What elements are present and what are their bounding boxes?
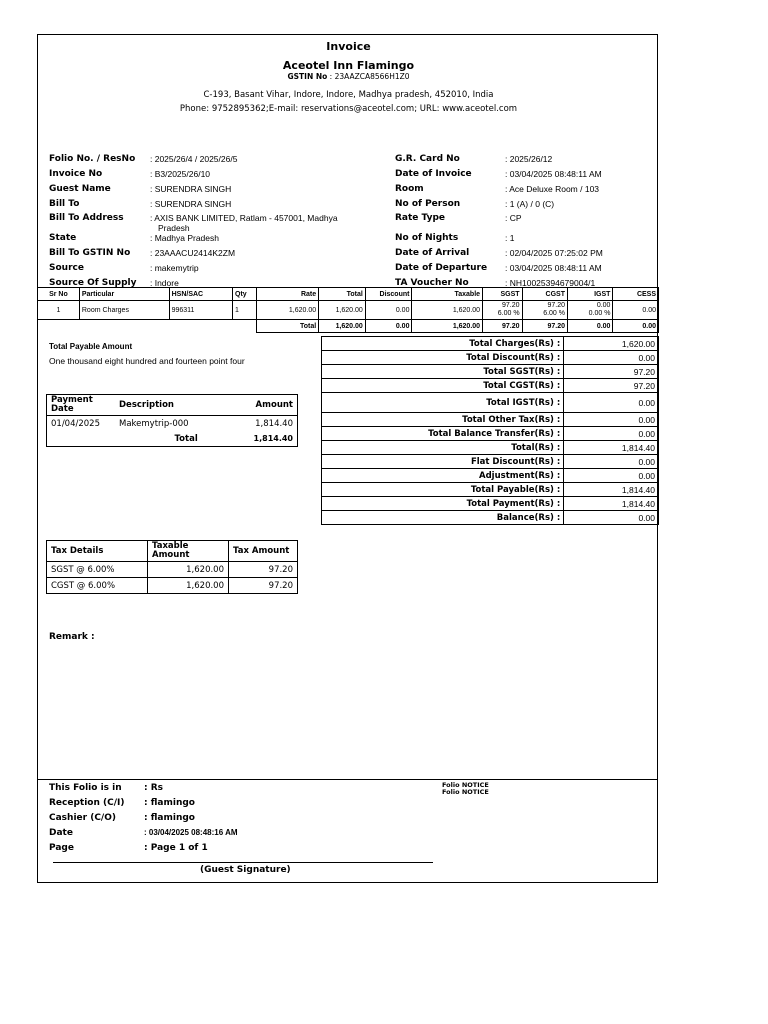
detail-value: : B3/2025/26/10: [150, 169, 211, 179]
col-header: Tax Amount: [229, 541, 298, 562]
summary-value: 1,814.40: [564, 483, 659, 497]
remark-label: Remark :: [49, 632, 95, 642]
cell-total: 1,620.00: [319, 301, 366, 320]
payments-table: [46, 394, 298, 447]
cell-cgst: [522, 301, 567, 320]
tax-name: CGST @ 6.00%: [47, 578, 148, 594]
footer-value: : flamingo: [144, 813, 195, 823]
items-table: [37, 287, 659, 333]
summary-label: Total Other Tax(Rs) :: [322, 413, 564, 427]
total-amount: 1,620.00: [319, 320, 366, 333]
footer-label: Date: [49, 828, 73, 838]
detail-label: Bill To GSTIN No: [49, 248, 131, 258]
invoice-title: Invoice: [326, 40, 371, 53]
payments-total-value: 1,814.40: [253, 434, 293, 443]
summary-label: Total(Rs) :: [322, 441, 564, 455]
total-igst: 0.00: [568, 320, 613, 333]
payable-label: Total Payable Amount: [49, 342, 133, 351]
detail-label: Bill To Address: [49, 213, 124, 223]
sgst-rate: 6.00 %: [497, 310, 520, 317]
footer-divider: [38, 779, 658, 780]
footer-label: This Folio is in: [49, 783, 122, 793]
summary-label: Total SGST(Rs) :: [322, 365, 564, 379]
detail-value: : 1 (A) / 0 (C): [505, 199, 555, 209]
detail-value: : NH10025394679004/1: [505, 278, 596, 288]
igst-amount: 0.00: [596, 302, 611, 309]
summary-value: 0.00: [564, 351, 659, 365]
detail-label: G.R. Card No: [395, 154, 460, 164]
summary-row: [322, 379, 659, 393]
summary-label: Total Payable(Rs) :: [322, 483, 564, 497]
cell-rate: 1,620.00: [256, 301, 318, 320]
detail-label: Folio No. / ResNo: [49, 154, 136, 164]
summary-table: [321, 336, 659, 525]
detail-value: : Ace Deluxe Room / 103: [505, 184, 600, 194]
detail-label: Guest Name: [49, 184, 111, 194]
footer-label: Reception (C/I): [49, 798, 125, 808]
summary-row: [322, 351, 659, 365]
col-header: Qty: [233, 288, 257, 301]
blank-cell: [47, 431, 116, 447]
table-row: [38, 301, 659, 320]
col-header: Total: [319, 288, 366, 301]
cell-taxable: 1,620.00: [412, 301, 483, 320]
col-header: Tax Details: [47, 541, 148, 562]
gstin-line: [38, 72, 659, 81]
invoice-frame: [37, 34, 658, 883]
payment-description: Makemytrip-000: [119, 418, 189, 429]
detail-label: No of Person: [395, 199, 461, 209]
summary-value: 0.00: [564, 427, 659, 441]
tax-taxable: 1,620.00: [148, 578, 229, 594]
detail-label: Invoice No: [49, 169, 103, 179]
detail-value: : 2025/26/12: [505, 154, 553, 164]
col-header: CGST: [522, 288, 567, 301]
detail-label: Source Of Supply: [49, 278, 137, 288]
cell-discount: 0.00: [365, 301, 412, 320]
blank-cell: [38, 320, 257, 333]
summary-label: Total IGST(Rs) :: [322, 393, 564, 413]
detail-value: : 2025/26/4 / 2025/26/5: [150, 154, 238, 164]
col-header: Amount: [255, 400, 293, 410]
sgst-amount: 97.20: [502, 302, 520, 309]
footer-value: : Rs: [144, 783, 164, 793]
summary-value: 97.20: [564, 379, 659, 393]
cell-igst: [568, 301, 613, 320]
summary-row: [322, 455, 659, 469]
detail-value: : Madhya Pradesh: [150, 233, 219, 243]
col-header: Payment Date: [51, 395, 93, 414]
summary-value: 1,814.40: [564, 441, 659, 455]
footer-label: Page: [49, 843, 74, 853]
payments-total-row: [47, 431, 298, 447]
total-taxable: 1,620.00: [412, 320, 483, 333]
tax-header-row: [47, 541, 298, 562]
tax-details-table: [46, 540, 298, 594]
gstin-label: GSTIN No: [287, 72, 328, 81]
detail-label: Date of Invoice: [395, 169, 472, 179]
igst-rate: 0.00 %: [588, 310, 611, 317]
summary-value: 0.00: [564, 413, 659, 427]
tax-amount: 97.20: [229, 578, 298, 594]
col-header: Rate: [256, 288, 318, 301]
cell-cess: 0.00: [613, 301, 659, 320]
summary-label: Balance(Rs) :: [322, 511, 564, 525]
col-header: Taxable: [412, 288, 483, 301]
footer-value: : 03/04/2025 08:48:16 AM: [144, 828, 238, 837]
col-header: Sr No: [38, 288, 80, 301]
payments-header-row: [47, 395, 298, 416]
detail-label: Bill To: [49, 199, 80, 209]
tax-taxable: 1,620.00: [148, 562, 229, 578]
detail-value: : AXIS BANK LIMITED, Ratlam - 457001, Madhya: [150, 213, 338, 223]
total-cess: 0.00: [613, 320, 659, 333]
summary-label: Adjustment(Rs) :: [322, 469, 564, 483]
detail-value: : makemytrip: [150, 263, 199, 273]
col-header: SGST: [483, 288, 522, 301]
guest-signature-label: (Guest Signature): [200, 865, 291, 875]
detail-value-cont: Pradesh: [158, 223, 190, 233]
detail-label: State: [49, 233, 77, 243]
summary-row: [322, 393, 659, 413]
total-cgst: 97.20: [522, 320, 567, 333]
detail-value: : CP: [505, 213, 522, 223]
summary-row: [322, 337, 659, 351]
detail-label: Source: [49, 263, 84, 273]
col-header: IGST: [568, 288, 613, 301]
tax-amount: 97.20: [229, 562, 298, 578]
detail-label: Rate Type: [395, 213, 446, 223]
detail-value: : 1: [505, 233, 515, 243]
cgst-amount: 97.20: [547, 302, 565, 309]
summary-label: Total Payment(Rs) :: [322, 497, 564, 511]
summary-value: 1,620.00: [564, 337, 659, 351]
payment-amount: 1,814.40: [255, 418, 293, 429]
detail-label: Room: [395, 184, 424, 194]
total-discount: 0.00: [365, 320, 412, 333]
col-header: Taxable Amount: [148, 541, 229, 562]
payment-date: 01/04/2025: [51, 418, 100, 429]
folio-notice: Folio NOTICE: [442, 781, 489, 789]
gstin-value: : 23AAZCA8566H1Z0: [329, 72, 410, 81]
tax-name: SGST @ 6.00%: [47, 562, 148, 578]
summary-row: [322, 413, 659, 427]
summary-row: [322, 497, 659, 511]
summary-value: 0.00: [564, 469, 659, 483]
summary-row: [322, 427, 659, 441]
summary-label: Total Discount(Rs) :: [322, 351, 564, 365]
col-header: Description: [119, 400, 174, 410]
detail-value: : 03/04/2025 08:48:11 AM: [505, 263, 602, 273]
total-sgst: 97.20: [483, 320, 522, 333]
payable-words: One thousand eight hundred and fourteen point four: [49, 356, 245, 366]
detail-label: No of Nights: [395, 233, 459, 243]
col-header: Particular: [79, 288, 169, 301]
detail-value: : 03/04/2025 08:48:11 AM: [505, 169, 602, 179]
detail-value: : SURENDRA SINGH: [150, 199, 232, 209]
summary-row: [322, 511, 659, 525]
summary-value: 0.00: [564, 393, 659, 413]
summary-row: [322, 469, 659, 483]
footer-value: : flamingo: [144, 798, 195, 808]
cell-sgst: [483, 301, 522, 320]
detail-value: : SURENDRA SINGH: [150, 184, 232, 194]
detail-value: : 02/04/2025 07:25:02 PM: [505, 248, 603, 258]
table-row: [47, 562, 298, 578]
cell-hsn: 996311: [169, 301, 232, 320]
summary-label: Total Balance Transfer(Rs) :: [322, 427, 564, 441]
cell-particular: Room Charges: [79, 301, 169, 320]
table-row: [47, 578, 298, 594]
summary-value: 0.00: [564, 455, 659, 469]
hotel-address: C-193, Basant Vihar, Indore, Indore, Madhya pradesh, 452010, India: [203, 90, 494, 100]
table-row: [47, 416, 298, 432]
detail-value: : 23AAACU2414K2ZM: [150, 248, 236, 258]
summary-label: Total Charges(Rs) :: [322, 337, 564, 351]
detail-label: Date of Departure: [395, 263, 488, 273]
summary-label: Total CGST(Rs) :: [322, 379, 564, 393]
detail-label: Date of Arrival: [395, 248, 470, 258]
summary-row: [322, 483, 659, 497]
col-header: CESS: [613, 288, 659, 301]
signature-line: [53, 862, 433, 863]
footer-value: : Page 1 of 1: [144, 843, 208, 853]
footer-label: Cashier (C/O): [49, 813, 116, 823]
hotel-contact: Phone: 9752895362;E-mail: reservations@aceotel.com; URL: www.aceotel.com: [179, 104, 518, 114]
summary-row: [322, 441, 659, 455]
items-total-row: [38, 320, 659, 333]
col-header: Discount: [365, 288, 412, 301]
summary-value: 1,814.40: [564, 497, 659, 511]
hotel-name: Aceotel Inn Flamingo: [282, 59, 415, 72]
summary-label: Flat Discount(Rs) :: [322, 455, 564, 469]
detail-value: : Indore: [150, 278, 179, 288]
total-label: Total: [256, 320, 318, 333]
payments-total-label: Total: [174, 433, 198, 444]
summary-value: 97.20: [564, 365, 659, 379]
summary-row: [322, 365, 659, 379]
cell-sr: 1: [38, 301, 80, 320]
col-header: HSN/SAC: [169, 288, 232, 301]
summary-value: 0.00: [564, 511, 659, 525]
folio-notice: Folio NOTICE: [442, 788, 489, 796]
cgst-rate: 6.00 %: [543, 310, 565, 317]
detail-label: TA Voucher No: [395, 278, 469, 288]
cell-qty: 1: [233, 301, 257, 320]
items-header-row: [38, 288, 659, 301]
